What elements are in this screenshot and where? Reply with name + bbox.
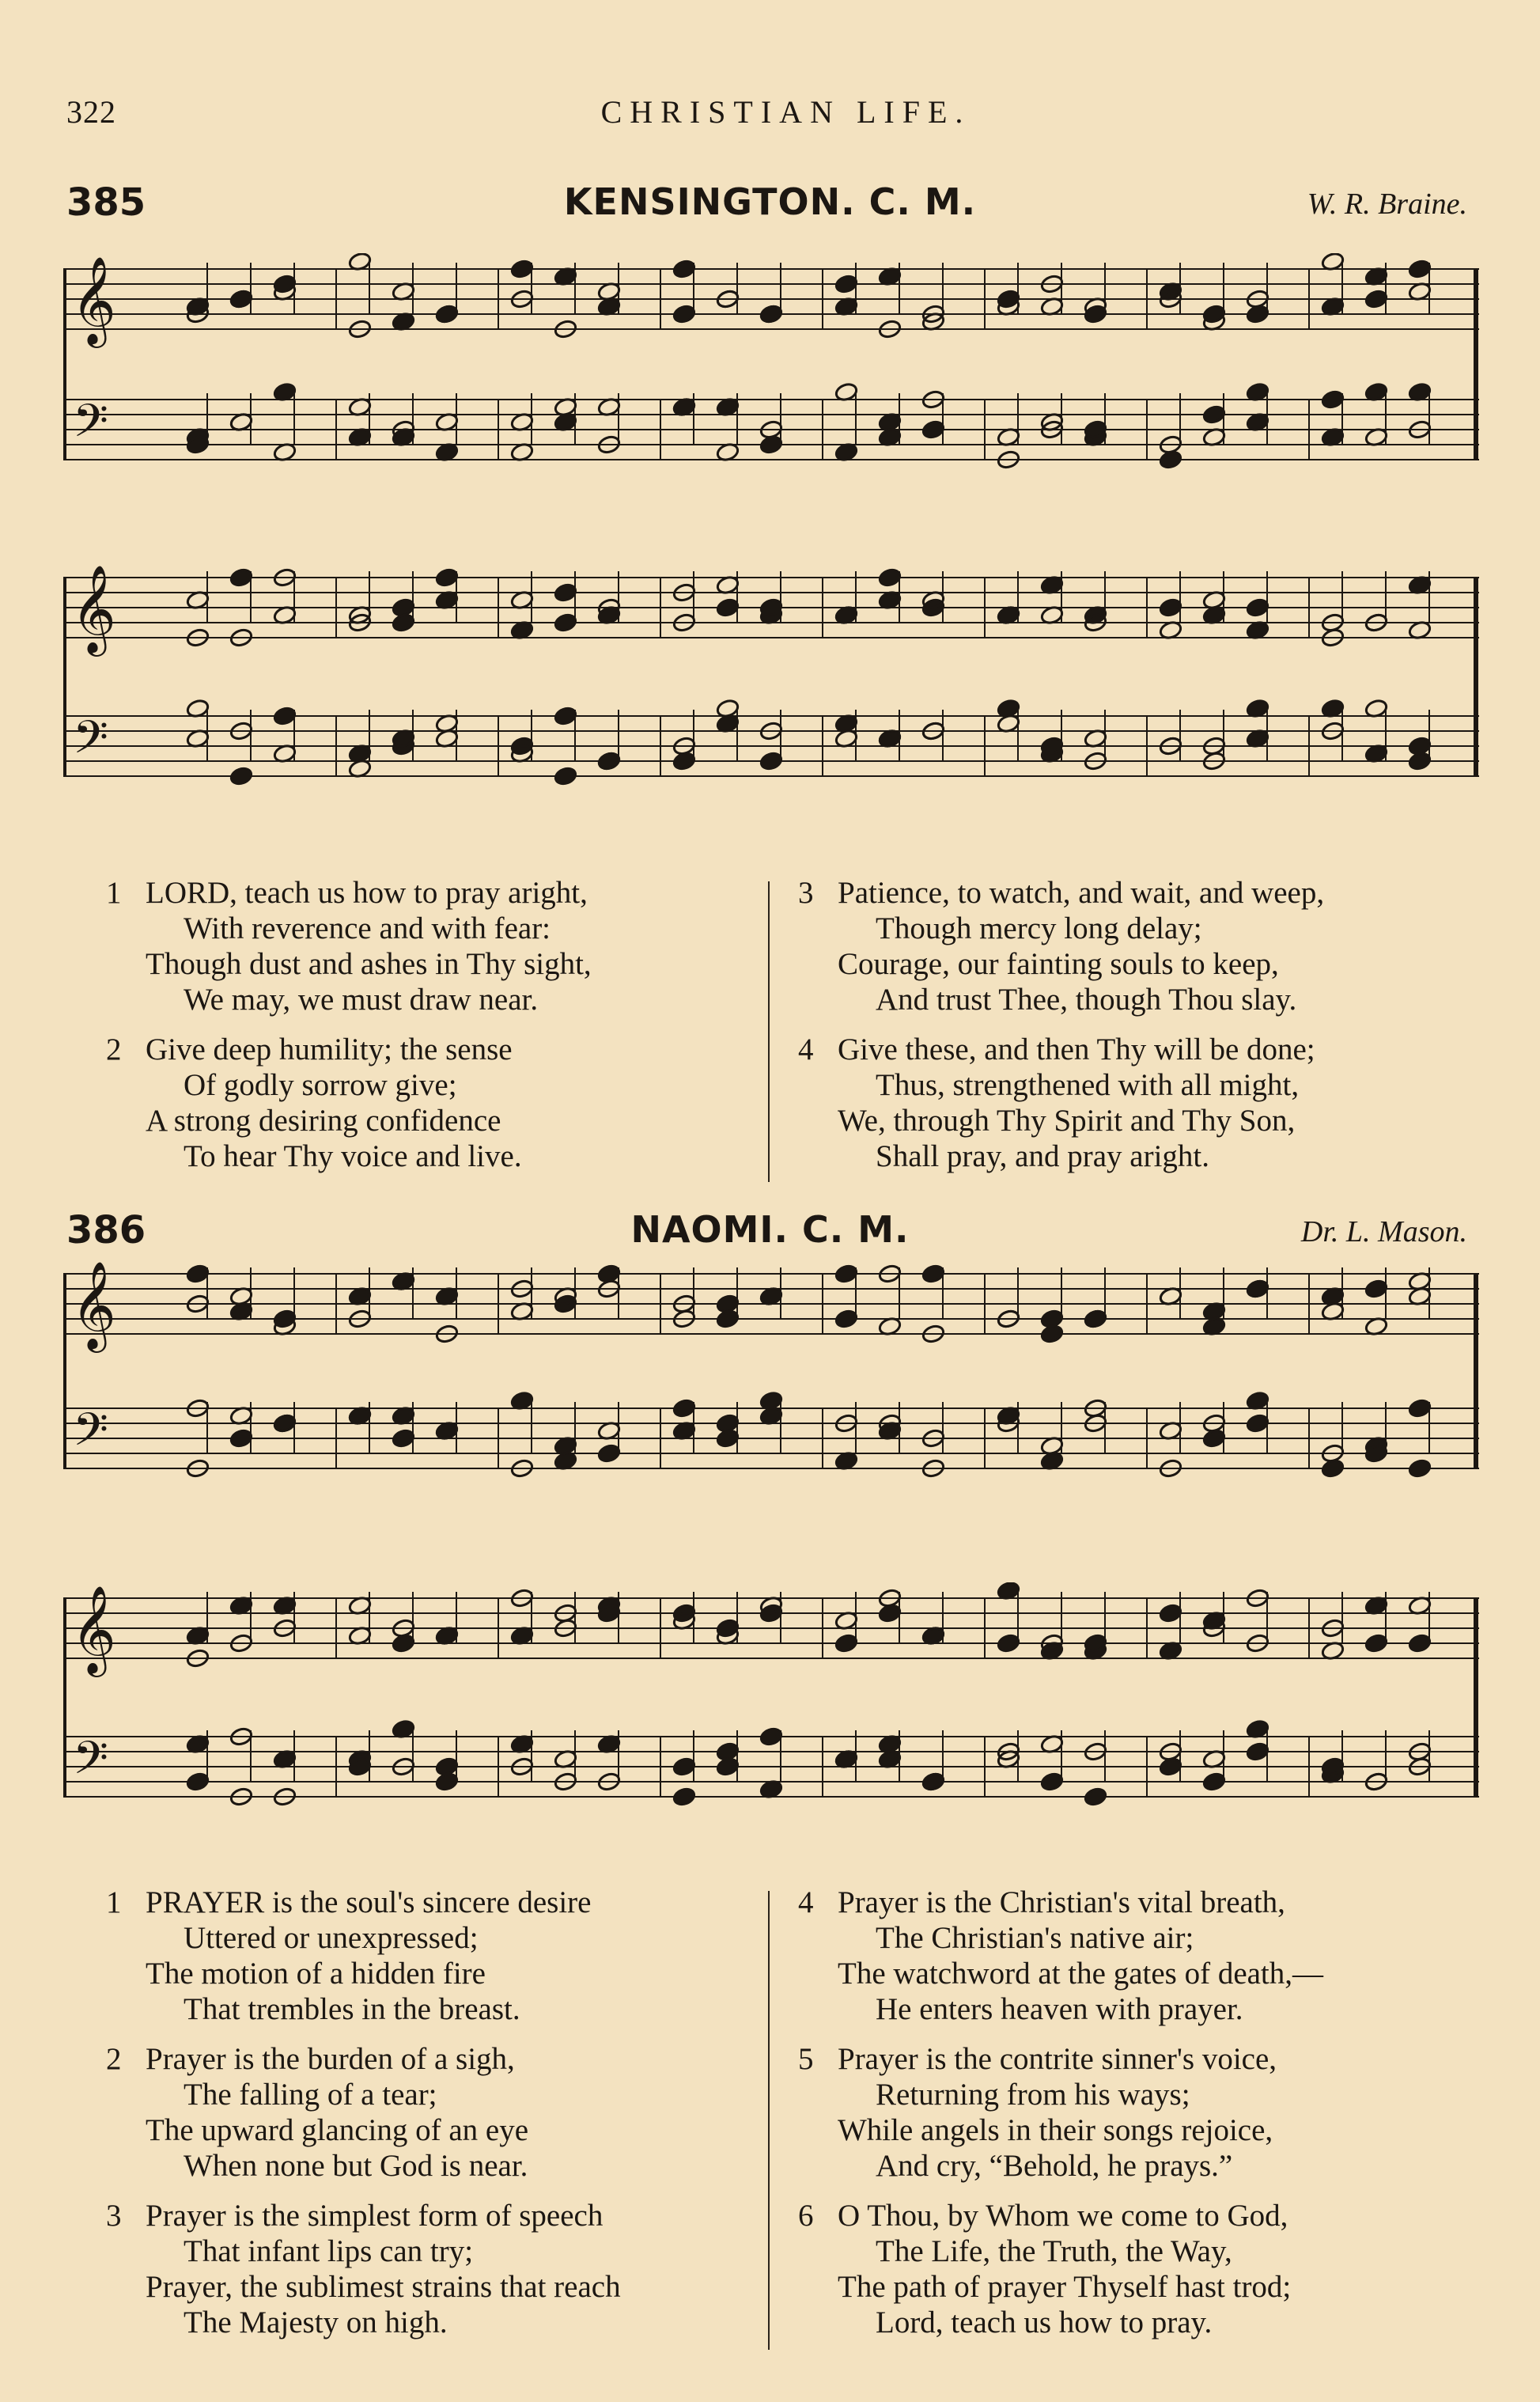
bass-clef-icon: 𝄢 [73,1731,109,1796]
verse-text: The motion of a hidden fire [146,1957,486,1991]
verse-line [106,2148,621,2184]
verses-385-right [798,875,1324,1188]
note-head [229,289,254,309]
page-number: 322 [66,94,116,130]
composer-mason: Dr. L. Mason. [1300,1215,1467,1248]
verse-line [798,911,1324,946]
note-head [716,1309,740,1329]
note-head [186,1771,210,1792]
verse-text: Prayer, the sublimest strains that reach [146,2270,621,2304]
verse-text: We may, we must draw near. [184,983,539,1017]
note-head [1408,259,1432,279]
verse-line [798,1103,1324,1138]
note-head [834,1633,859,1654]
stanza-number: 5 [798,2042,814,2076]
note-head [1246,597,1270,618]
verse-text: Prayer is the burden of a sigh, [146,2042,515,2076]
verse-line [106,911,592,946]
tune-title-kensington: KENSINGTON. C. M. [563,180,977,223]
note-head [1246,1741,1270,1762]
treble-clef-icon: 𝄞 [71,1585,116,1673]
verse-text: LORD, teach us how to pray aright, [146,876,588,910]
note-head [878,567,902,588]
verses-386-right [798,1885,1323,2355]
verse-text: Patience, to watch, and wait, and weep, [838,876,1325,910]
verse-line [106,1885,621,1920]
stanza-number: 1 [106,1885,122,1919]
music-score-385 [63,253,1479,518]
composer-braine: W. R. Braine. [1307,188,1467,221]
verse-text: Thus, strengthened with all might, [876,1068,1300,1102]
note-head [229,1428,254,1449]
note-head [921,419,946,440]
note-head [392,1428,416,1449]
note-head [229,766,254,786]
stanza-number: 2 [106,1032,122,1067]
verse-line [106,1103,592,1138]
note-head [1408,1458,1432,1479]
section-title: CHRISTIAN LIFE. [600,94,971,130]
music-system-386-2 [63,1582,1479,1859]
stanza-3 [798,875,1324,1017]
stanza-1 [106,1885,621,2027]
note-head [1364,289,1389,309]
note-head [186,1264,210,1284]
verse-text: Of godly sorrow give; [184,1068,457,1102]
verses-385-left [106,875,592,1188]
tune-title-naomi: NAOMI. C. M. [630,1208,910,1251]
note-head [759,1726,784,1747]
verse-line [106,1067,592,1103]
music-score-385-b [63,562,1479,843]
verse-text: That trembles in the breast. [184,1992,520,2026]
note-head [1408,736,1432,756]
note-head [672,1756,697,1777]
verse-line [798,2077,1323,2112]
note-head [672,259,697,279]
note-head [834,274,859,294]
verse-line [106,1991,621,2027]
verse-text: And trust Thee, though Thou slay. [876,983,1297,1017]
note-head [716,1428,740,1449]
verse-line [106,1956,621,1991]
stanza-number: 4 [798,1885,814,1919]
verse-line [798,1067,1324,1103]
note-head [554,706,578,726]
verse-text: Though mercy long delay; [876,911,1202,945]
music-score-386 [63,1258,1479,1531]
note-head [435,304,460,324]
verse-line [106,1920,621,1956]
note-head [759,434,784,455]
verse-line [106,1138,592,1174]
verse-text: Lord, teach us how to pray. [876,2305,1213,2339]
verse-line [798,1991,1323,2027]
stanza-number: 2 [106,2042,122,2076]
verse-text: The Life, the Truth, the Way, [876,2234,1232,2268]
note-head [1246,304,1270,324]
verse-text: And cry, “Behold, he prays.” [876,2149,1233,2183]
note-head [834,1264,859,1284]
note-head [997,1633,1021,1654]
verses-386-left [106,1885,621,2355]
music-system-386-1 [63,1258,1479,1527]
verse-text: Though dust and ashes in Thy sight, [146,947,592,981]
verse-text: O Thou, by Whom we come to God, [838,2199,1288,2233]
verse-line [106,2112,621,2148]
verse-line [106,1032,592,1067]
note-head [229,567,254,588]
verse-text: The Majesty on high. [184,2305,448,2339]
verse-text: Prayer is the contrite sinner's voice, [838,2042,1277,2076]
note-head [435,567,460,588]
note-head [1321,389,1345,410]
note-head [1084,1786,1108,1807]
column-divider [768,881,770,1182]
verse-text: The falling of a tear; [184,2078,437,2112]
stanza-number: 1 [106,876,122,910]
verse-line [798,1032,1324,1067]
verse-line [106,875,592,911]
note-head [1040,1309,1065,1329]
stanza-2 [106,1032,592,1174]
verse-text: Uttered or unexpressed; [184,1921,479,1955]
verse-line [106,982,592,1017]
verse-line [106,946,592,982]
stanza-number: 4 [798,1032,814,1067]
note-head [1246,1413,1270,1434]
note-head [554,766,578,786]
music-system-385-1 [63,253,1479,514]
treble-clef-icon: 𝄞 [71,1260,116,1349]
verse-text: When none but God is near. [184,2149,528,2183]
verse-text: PRAYER is the soul's sincere desire [146,1885,592,1919]
verse-text: While angels in their songs rejoice, [838,2113,1273,2147]
column-divider [768,1891,770,2350]
verse-text: Prayer is the simplest form of speech [146,2199,604,2233]
note-head [759,751,784,771]
note-head [1202,404,1227,425]
note-head [554,582,578,603]
verse-text: Prayer is the Christian's vital breath, [838,1885,1285,1919]
verse-line [798,2148,1323,2184]
verse-line [106,2041,621,2077]
bass-clef-icon: 𝄢 [73,1403,109,1468]
verse-text: We, through Thy Spirit and Thy Son, [838,1104,1296,1138]
verse-text: To hear Thy voice and live. [184,1139,522,1173]
note-head [716,1741,740,1762]
note-head [672,304,697,324]
note-head [1084,1309,1108,1329]
note-head [1364,1633,1389,1654]
verse-text: He enters heaven with prayer. [876,1992,1243,2026]
stanza-number: 3 [106,2199,122,2233]
verse-text: Give deep humility; the sense [146,1032,513,1067]
verse-line [798,946,1324,982]
note-head [597,751,622,771]
note-head [392,612,416,633]
note-head [1408,1398,1432,1419]
stanza-4 [798,1885,1323,2027]
verse-line [798,1885,1323,1920]
verse-text: The path of prayer Thyself hast trod; [838,2270,1292,2304]
note-head [273,706,297,726]
note-head [510,259,535,279]
verse-line [798,982,1324,1017]
verse-line [798,2269,1323,2305]
note-head [597,1443,622,1464]
treble-clef-icon: 𝄞 [71,564,116,653]
stanza-6 [798,2198,1323,2340]
verse-line [106,2198,621,2233]
verse-text: The upward glancing of an eye [146,2113,529,2147]
verse-line [798,2112,1323,2148]
verse-line [106,2233,621,2269]
bass-clef-icon: 𝄢 [73,394,109,459]
music-score-386-b [63,1582,1479,1863]
note-head [672,1786,697,1807]
verse-line [798,2305,1323,2340]
stanza-2 [106,2041,621,2184]
treble-clef-icon: 𝄞 [71,256,116,344]
verse-line [798,875,1324,911]
note-head [554,612,578,633]
verse-text: The Christian's native air; [876,1921,1194,1955]
verse-line [798,2198,1323,2233]
verse-text: Give these, and then Thy will be done; [838,1032,1315,1067]
hymn-number-385: 385 [66,180,146,225]
verse-line [798,1956,1323,1991]
stanza-1 [106,875,592,1017]
verse-line [798,1920,1323,1956]
verse-text: Returning from his ways; [876,2078,1190,2112]
verse-line [798,1138,1324,1174]
verse-line [798,2233,1323,2269]
verse-line [106,2305,621,2340]
verse-text: That infant lips can try; [184,2234,474,2268]
verse-line [106,2077,621,2112]
note-head [435,1756,460,1777]
stanza-number: 6 [798,2199,814,2233]
note-head [1408,1633,1432,1654]
verse-text: Shall pray, and pray aright. [876,1139,1210,1173]
verse-line [106,2269,621,2305]
bass-clef-icon: 𝄢 [73,710,109,775]
note-head [1202,1771,1227,1792]
stanza-number: 3 [798,876,814,910]
note-head [1159,597,1183,618]
note-head [716,597,740,618]
verse-text: With reverence and with fear: [184,911,551,945]
note-head [1040,1771,1065,1792]
stanza-5 [798,2041,1323,2184]
verse-text: A strong desiring confidence [146,1104,501,1138]
music-system-385-2 [63,562,1479,839]
note-head [921,1264,946,1284]
stanza-4 [798,1032,1324,1174]
note-head [672,1398,697,1419]
verse-text: The watchword at the gates of death,— [838,1957,1324,1991]
verse-line [798,2041,1323,2077]
note-head [1364,1279,1389,1299]
verse-text: Courage, our fainting souls to keep, [838,947,1279,981]
note-head [597,1264,622,1284]
note-head [834,1309,859,1329]
note-head [1159,1603,1183,1623]
hymn-number-386: 386 [66,1208,146,1252]
stanza-3 [106,2198,621,2340]
